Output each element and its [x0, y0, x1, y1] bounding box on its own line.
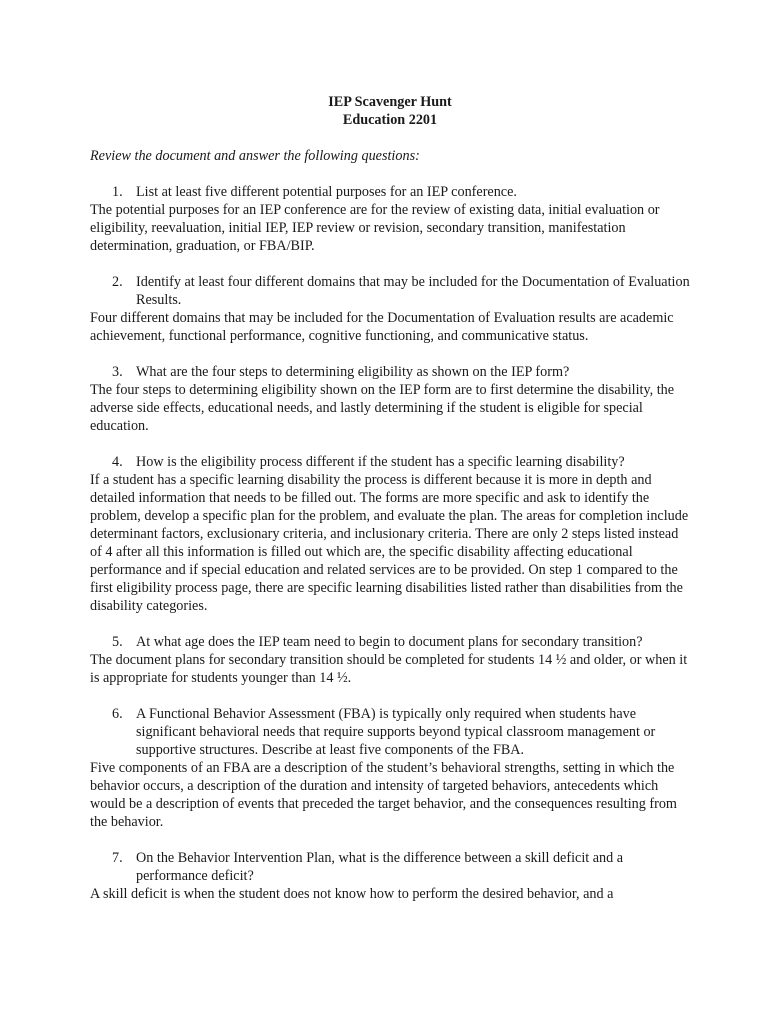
document-title: IEP Scavenger Hunt [328, 94, 452, 110]
question-block-7 [90, 849, 690, 903]
question-text: How is the eligibility process different if the student has a specific learning disability? [136, 454, 625, 470]
question [90, 849, 690, 885]
question [90, 453, 690, 471]
question [90, 363, 690, 381]
question-number: 7. [112, 850, 123, 866]
question [90, 633, 690, 651]
answer-text: A skill deficit is when the student does not know how to perform the desired behavior, and a [90, 886, 614, 902]
document-subtitle: Education 2201 [342, 112, 438, 128]
question-number: 3. [112, 364, 123, 380]
answer-text: Five components of an FBA are a description of the student’s behavioral strengths, setting in which the behavior occurs, a description of the duration and intensity of targeted behaviors, antecedents which would be a description of events that preceded the target behavior, and the consequences resulting from the behavior. [90, 760, 677, 830]
answer-text: The document plans for secondary transition should be completed for students 14 ½ and older, or when it is appropriate for students younger than 14 ½. [90, 652, 688, 686]
document-content [90, 93, 690, 921]
question-text: List at least five different potential purposes for an IEP conference. [136, 184, 517, 200]
question [90, 705, 690, 759]
answer-text: The four steps to determining eligibility shown on the IEP form are to first determine the disability, the adverse side effects, educational needs, and lastly determining if the student is eligible for special education. [90, 382, 675, 434]
question-number: 6. [112, 706, 123, 722]
question-block-5 [90, 633, 690, 687]
answer-text: Four different domains that may be included for the Documentation of Evaluation results are academic achievement, functional performance, cognitive functioning, and communicative status. [90, 310, 674, 344]
question-number: 5. [112, 634, 123, 650]
question-block-3 [90, 363, 690, 435]
question-block-4 [90, 453, 690, 615]
question-number: 2. [112, 274, 123, 290]
question-number: 1. [112, 184, 123, 200]
question-number: 4. [112, 454, 123, 470]
question-block-2 [90, 273, 690, 345]
question-block-6 [90, 705, 690, 831]
question-block-1 [90, 183, 690, 255]
question [90, 183, 690, 201]
question-text: On the Behavior Intervention Plan, what is the difference between a skill deficit and a performance deficit? [136, 850, 624, 884]
answer-text: The potential purposes for an IEP conference are for the review of existing data, initial evaluation or eligibility, reevaluation, initial IEP, IEP review or revision, secondary transition, manifestation determination, graduation, or FBA/BIP. [90, 202, 660, 254]
question-text: A Functional Behavior Assessment (FBA) is typically only required when students have significant behavioral needs that require supports beyond typical classroom management or supportive structures. Describe at least five components of the FBA. [136, 706, 656, 758]
question-text: Identify at least four different domains that may be included for the Documentation of Evaluation Results. [136, 274, 690, 308]
question-text: What are the four steps to determining eligibility as shown on the IEP form? [136, 364, 570, 380]
instructions: Review the document and answer the following questions: [90, 148, 420, 164]
question [90, 273, 690, 309]
answer-text: If a student has a specific learning disability the process is different because it is more in depth and detailed information that needs to be filled out. The forms are more specific and ask to identify the problem, develop a specific plan for the problem, and evaluate the plan. The areas for completion include determinant factors, exclusionary criteria, and inclusionary criteria. There are only 2 steps listed instead of 4 after all this information is filled out which are, the specific disability affecting educational performance and if special education and related services are to be provided. On step 1 compared to the first eligibility process page, there are specific learning disabilities listed rather than disabilities from the disability categories. [90, 472, 689, 614]
question-text: At what age does the IEP team need to begin to document plans for secondary transition? [136, 634, 643, 650]
